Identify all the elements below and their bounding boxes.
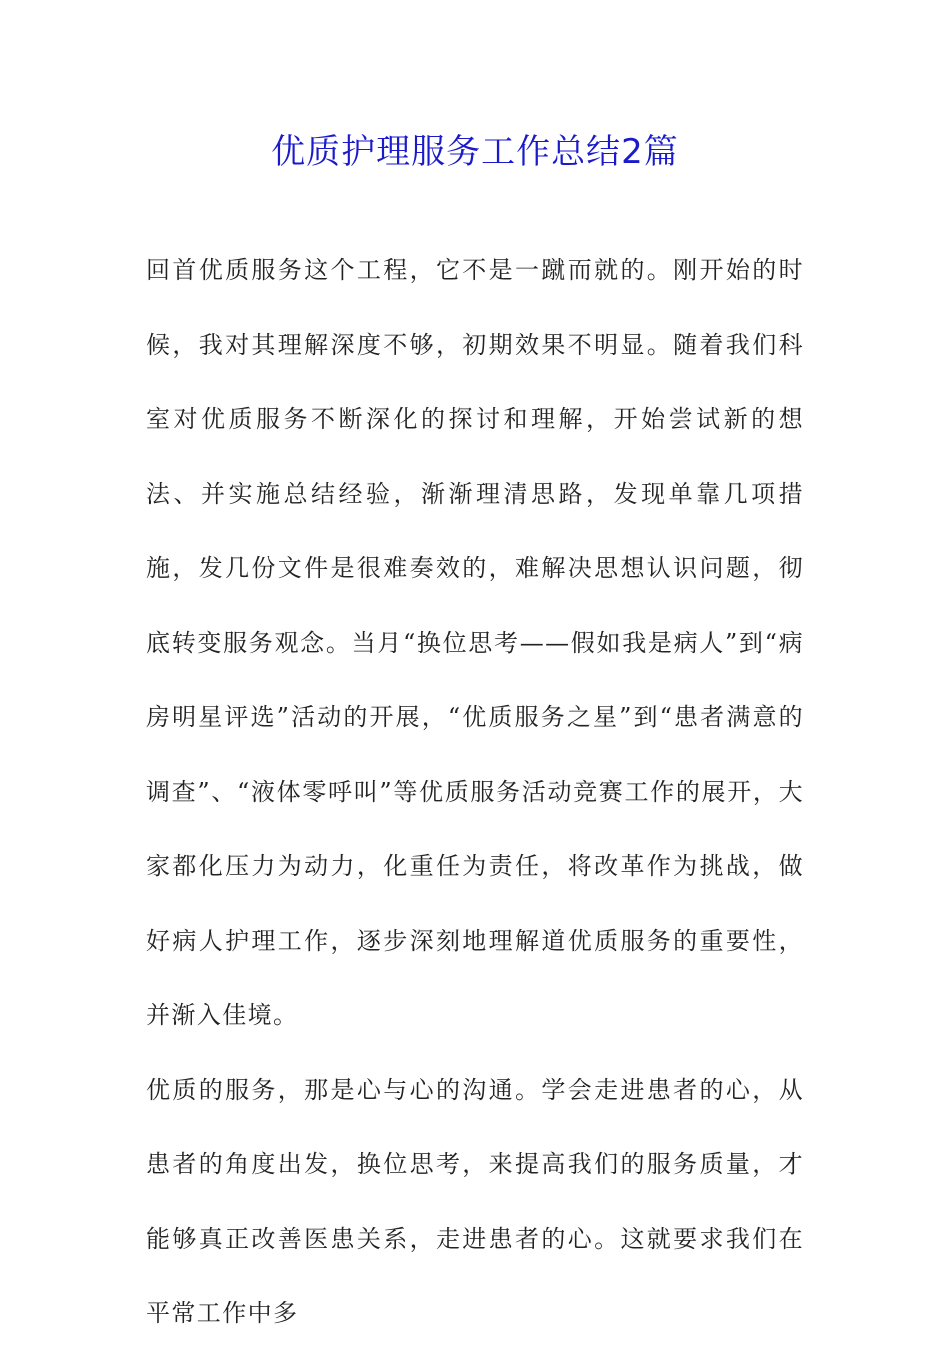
document-body (146, 233, 804, 1351)
paragraph-1: 回首优质服务这个工程，它不是一蹴而就的。刚开始的时候，我对其理解深度不够，初期效果不明显。随着我们科室对优质服务不断深化的探讨和理解，开始尝试新的想法、并实施总结经验，渐渐理清思路，发现单靠几项措施，发几份文件是很难奏效的，难解决思想认识问题，彻底转变服务观念。当月“换位思考——假如我是病人”到“病房明星评选”活动的开展，“优质服务之星”到“患者满意的调查”、“液体零呼叫”等优质服务活动竞赛工作的展开，大家都化压力为动力，化重任为责任，将改革作为挑战，做好病人护理工作，逐步深刻地理解道优质服务的重要性，并渐入佳境。 (146, 256, 804, 1029)
document-title: 优质护理服务工作总结2篇 (271, 132, 679, 172)
paragraph-2: 优质的服务，那是心与心的沟通。学会走进患者的心，从患者的角度出发，换位思考，来提高我们的服务质量，才能够真正改善医患关系，走进患者的心。这就要求我们在平常工作中多 (146, 1075, 804, 1327)
